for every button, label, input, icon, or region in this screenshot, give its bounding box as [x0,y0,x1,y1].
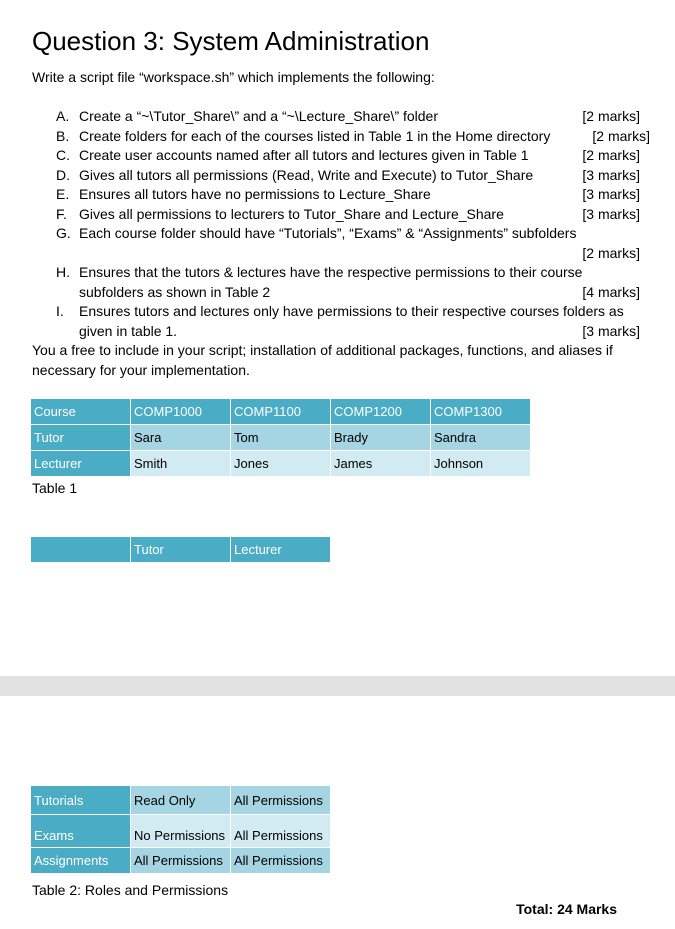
page-break [0,676,675,696]
total-marks: Total: 24 Marks [516,901,617,917]
table-row: Exams No Permissions All Permissions [31,815,331,848]
page-title: Question 3: System Administration [32,26,430,56]
table2-caption: Table 2: Roles and Permissions [32,882,229,898]
table-row: Tutor Sara Tom Brady Sandra [31,425,531,451]
requirements-list [56,107,650,341]
list-item: A. Create a “~\Tutor_Share\” and a “~\Lecture_Share\” folder [2 marks] [56,108,640,124]
table-row: Tutor Lecturer [31,537,331,563]
table1-caption: Table 1 [32,480,78,496]
intro-text: Write a script file “workspace.sh” which implements the following: [32,69,435,85]
list-item: C. Create user accounts named after all tutors and lectures given in Table 1 [2 marks] [56,147,640,163]
table-row: Lecturer Smith Jones James Johnson [31,451,531,477]
table-row: Assignments All Permissions All Permissions [31,848,331,874]
list-item: I. Ensures tutors and lectures only have permissions to their respective courses folders as given in table 1. [3 marks] [56,303,640,339]
permissions-table [31,786,331,874]
list-item: B. Create folders for each of the courses listed in Table 1 in the Home directory [2 marks] [56,127,650,144]
closing-text: You a free to include in your script; installation of additional packages, functions, and aliases if necessary for your implementation. [32,342,613,378]
list-item: E. Ensures all tutors have no permissions to Lecture_Share [3 marks] [56,186,640,202]
list-item: G. Each course folder should have “Tutorials”, “Exams” & “Assignments” subfolders [2 marks] [56,225,640,261]
list-item: D. Gives all tutors all permissions (Read, Write and Execute) to Tutor_Share [3 marks] [56,166,640,183]
list-item: H. Ensures that the tutors & lectures have the respective permissions to their course subfolders as shown in Table 2 [4 marks] [56,264,640,300]
list-item: F. Gives all permissions to lecturers to Tutor_Share and Lecture_Share [3 marks] [56,205,640,222]
permissions-table-header [31,537,331,563]
table-row: Tutorials Read Only All Permissions [31,786,331,815]
courses-table [31,399,531,477]
table-row: Course COMP1000 COMP1100 COMP1200 COMP1300 [31,399,531,425]
